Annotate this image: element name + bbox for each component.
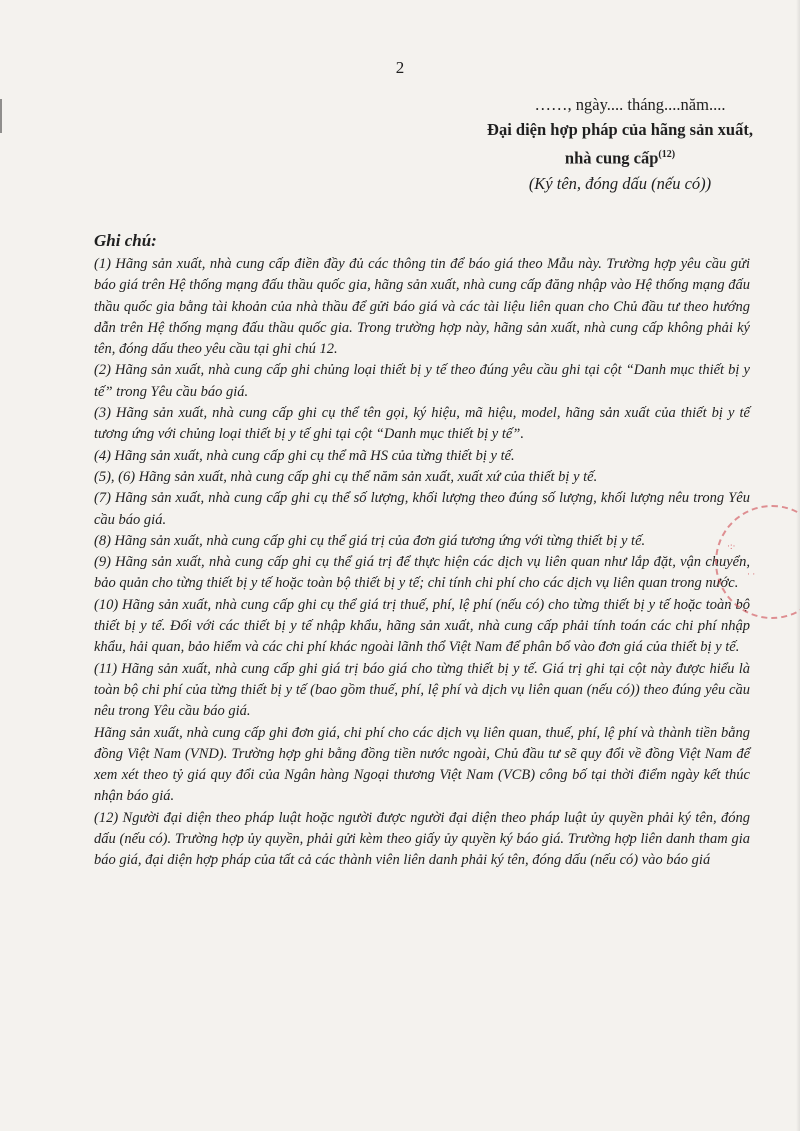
note-5-6: (5), (6) Hãng sản xuất, nhà cung cấp ghi cụ thể năm sản xuất, xuất xứ của thiết bị y tế. xyxy=(94,468,598,485)
signature-instruction: (Ký tên, đóng dấu (nếu có)) xyxy=(528,173,712,193)
note-7: (7) Hãng sản xuất, nhà cung cấp ghi cụ thể số lượng, khối lượng theo đúng số lượng, khối lượng nêu trong Yêu cầu báo giá. xyxy=(94,490,750,528)
note-10: (10) Hãng sản xuất, nhà cung cấp ghi cụ thể giá trị thuế, phí, lệ phí (nếu có) cho từng thiết bị y tế hoặc toàn bộ thiết bị y tế. Đối với các thiết bị y tế nhập khẩu, hãng sản xuất, nhà cung cấp phải tính toán các chi phí nhập khẩu, hải quan, bảo hiểm và các chi phí khác ngoài lãnh thổ Việt Nam để phân bổ vào đơn giá của thiết bị y tế. xyxy=(94,596,750,656)
note-1: (1) Hãng sản xuất, nhà cung cấp điền đầy đủ các thông tin để báo giá theo Mẫu này. Trường hợp yêu cầu gửi báo giá trên Hệ thống mạng đấu thầu quốc gia, hãng sản xuất, nhà cung cấp đăng nhập vào Hệ thống mạng đấu thầu quốc gia bằng tài khoản của nhà thầu để gửi báo giá và các tài liệu liên quan cho Chủ đầu tư theo hướng dẫn trên Hệ thống mạng đấu thầu quốc gia. Trong trường hợp này, hãng sản xuất, nhà cung cấp không phải ký tên, đóng dấu theo yêu cầu tại ghi chú 12. xyxy=(94,256,750,358)
note-3: (3) Hãng sản xuất, nhà cung cấp ghi cụ thể tên gọi, ký hiệu, mã hiệu, model, hãng sản xuất của thiết bị y tế tương ứng với chủng loại thiết bị y tế ghi tại cột “Danh mục thiết bị y tế”. xyxy=(94,405,750,443)
note-2: (2) Hãng sản xuất, nhà cung cấp ghi chủng loại thiết bị y tế theo đúng yêu cầu ghi tại cột “Danh mục thiết bị y tế” trong Yêu cầu báo giá. xyxy=(94,362,750,400)
notes-section xyxy=(94,230,750,872)
note-9: (9) Hãng sản xuất, nhà cung cấp ghi cụ thể giá trị để thực hiện các dịch vụ liên quan như lắp đặt, vận chuyển, bảo quản cho từng thiết bị y tế hoặc toàn bộ thiết bị y tế; chỉ tính chi phí cho các dịch vụ liên quan trong nước. xyxy=(94,554,750,592)
notes-heading: Ghi chú: xyxy=(94,231,157,250)
signatory-title-line1: Đại diện hợp pháp của hãng sản xuất, xyxy=(487,120,753,139)
note-8: (8) Hãng sản xuất, nhà cung cấp ghi cụ thể giá trị của đơn giá tương ứng với từng thiết bị y tế. xyxy=(94,532,646,549)
page-number: 2 xyxy=(395,58,405,77)
note-currency: Hãng sản xuất, nhà cung cấp ghi đơn giá, chi phí cho các dịch vụ liên quan, thuế, phí, lệ phí và thành tiền bằng đồng Việt Nam (VND). Trường hợp ghi bằng đồng tiền nước ngoài, Chủ đầu tư sẽ quy đổi về đồng Việt Nam để xem xét theo tỷ giá quy đổi của Ngân hàng Ngoại thương Việt Nam (VCB) công bố tại thời điểm ngày kết thúc nhận báo giá. xyxy=(94,724,750,805)
signatory-title-text: nhà cung cấp xyxy=(564,148,659,168)
note-11: (11) Hãng sản xuất, nhà cung cấp ghi giá trị báo giá cho từng thiết bị y tế. Giá trị ghi tại cột này được hiểu là toàn bộ chi phí của từng thiết bị y tế (bao gồm thuế, phí, lệ phí và dịch vụ liên quan (nếu có)) theo đúng yêu cầu nêu trong Yêu cầu báo giá. xyxy=(94,660,750,720)
date-line: ……, ngày.... tháng....năm.... xyxy=(534,95,726,114)
page-edge-mark xyxy=(0,99,8,133)
footnote-ref-12: (12) xyxy=(658,149,676,160)
stamp-mark: ·:· xyxy=(727,541,736,551)
note-12: (12) Người đại diện theo pháp luật hoặc người được người đại diện theo pháp luật ủy quyền phải ký tên, đóng dấu (nếu có). Trường hợp ủy quyền, phải gửi kèm theo giấy ủy quyền ký báo giá. Trường hợp liên danh tham gia báo giá, đại diện hợp pháp của tất cả các thành viên liên danh phải ký tên, đóng dấu (nếu có) vào báo giá xyxy=(94,809,750,869)
note-4: (4) Hãng sản xuất, nhà cung cấp ghi cụ thể mã HS của từng thiết bị y tế. xyxy=(94,447,515,464)
signatory-title-line2 xyxy=(400,142,800,171)
signature-block xyxy=(400,92,800,196)
stamp-mark: · · xyxy=(747,569,756,579)
